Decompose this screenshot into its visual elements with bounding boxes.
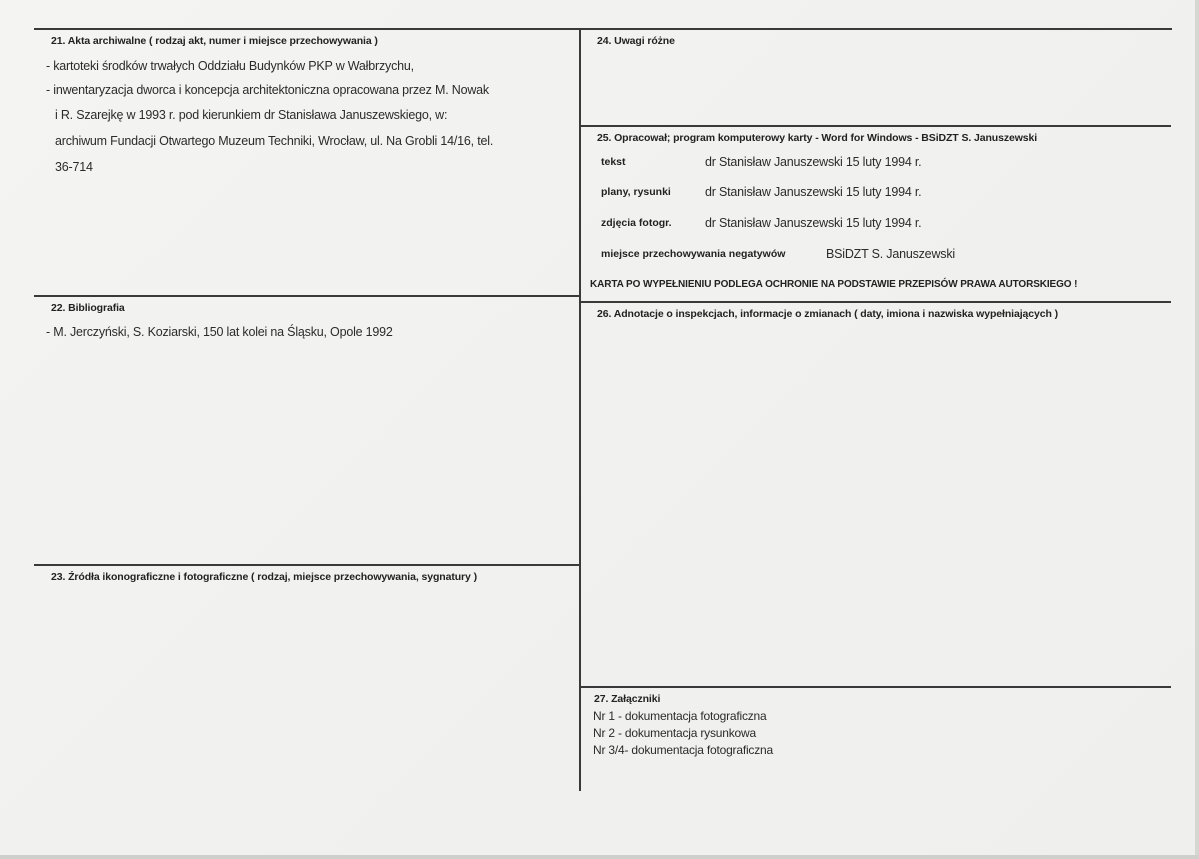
section-25-value-photos: dr Stanisław Januszewski 15 luty 1994 r.: [705, 216, 922, 230]
rule-24-25: [580, 125, 1171, 127]
section-27-heading: 27. Załączniki: [594, 693, 661, 705]
section-21-line-5: 36-714: [55, 160, 93, 174]
section-25-label-photos: zdjęcia fotogr.: [601, 217, 672, 229]
rule-25-26: [580, 301, 1171, 303]
section-22-heading: 22. Bibliografia: [51, 302, 125, 314]
section-22-line-1: - M. Jerczyński, S. Koziarski, 150 lat kolei na Śląsku, Opole 1992: [46, 325, 393, 339]
section-25-value-text: dr Stanisław Januszewski 15 luty 1994 r.: [705, 155, 922, 169]
copyright-warning: KARTA PO WYPEŁNIENIU PODLEGA OCHRONIE NA PODSTAWIE PRZEPISÓW PRAWA AUTORSKIEGO !: [590, 279, 1078, 290]
section-21-line-2: - inwentaryzacja dworca i koncepcja architektoniczna opracowana przez M. Nowak: [46, 83, 489, 97]
section-21-line-3: i R. Szarejkę w 1993 r. pod kierunkiem dr Stanisława Januszewskiego, w:: [55, 108, 448, 122]
section-27-line-2: Nr 2 - dokumentacja rysunkowa: [593, 726, 756, 740]
rule-22-23: [34, 564, 580, 566]
section-27-line-1: Nr 1 - dokumentacja fotograficzna: [593, 709, 767, 723]
section-25-label-text: tekst: [601, 156, 626, 168]
card-edge: [1195, 0, 1199, 859]
section-21-line-4: archiwum Fundacji Otwartego Muzeum Techniki, Wrocław, ul. Na Grobli 14/16, tel.: [55, 134, 494, 148]
section-21-line-1: - kartoteki środków trwałych Oddziału Budynków PKP w Wałbrzychu,: [46, 59, 414, 73]
section-27-line-3: Nr 3/4- dokumentacja fotograficzna: [593, 743, 773, 757]
section-25-value-negatives: BSiDZT S. Januszewski: [826, 247, 955, 261]
section-25-label-plans: plany, rysunki: [601, 186, 671, 198]
section-21-heading: 21. Akta archiwalne ( rodzaj akt, numer i miejsce przechowywania ): [51, 35, 378, 47]
section-23-heading: 23. Źródła ikonograficzne i fotograficzne ( rodzaj, miejsce przechowywania, sygnatury ): [51, 571, 477, 583]
rule-26-27: [580, 686, 1171, 688]
top-rule: [34, 28, 1172, 30]
section-25-value-plans: dr Stanisław Januszewski 15 luty 1994 r.: [705, 185, 922, 199]
section-25-label-negatives: miejsce przechowywania negatywów: [601, 248, 786, 260]
section-26-heading: 26. Adnotacje o inspekcjach, informacje o zmianach ( daty, imiona i nazwiska wypełniających ): [597, 308, 1059, 320]
center-divider: [579, 28, 581, 791]
section-24-heading: 24. Uwagi różne: [597, 35, 675, 47]
rule-21-22: [34, 295, 580, 297]
section-25-heading: 25. Opracował; program komputerowy karty - Word for Windows - BSiDZT S. Januszewski: [597, 132, 1038, 144]
